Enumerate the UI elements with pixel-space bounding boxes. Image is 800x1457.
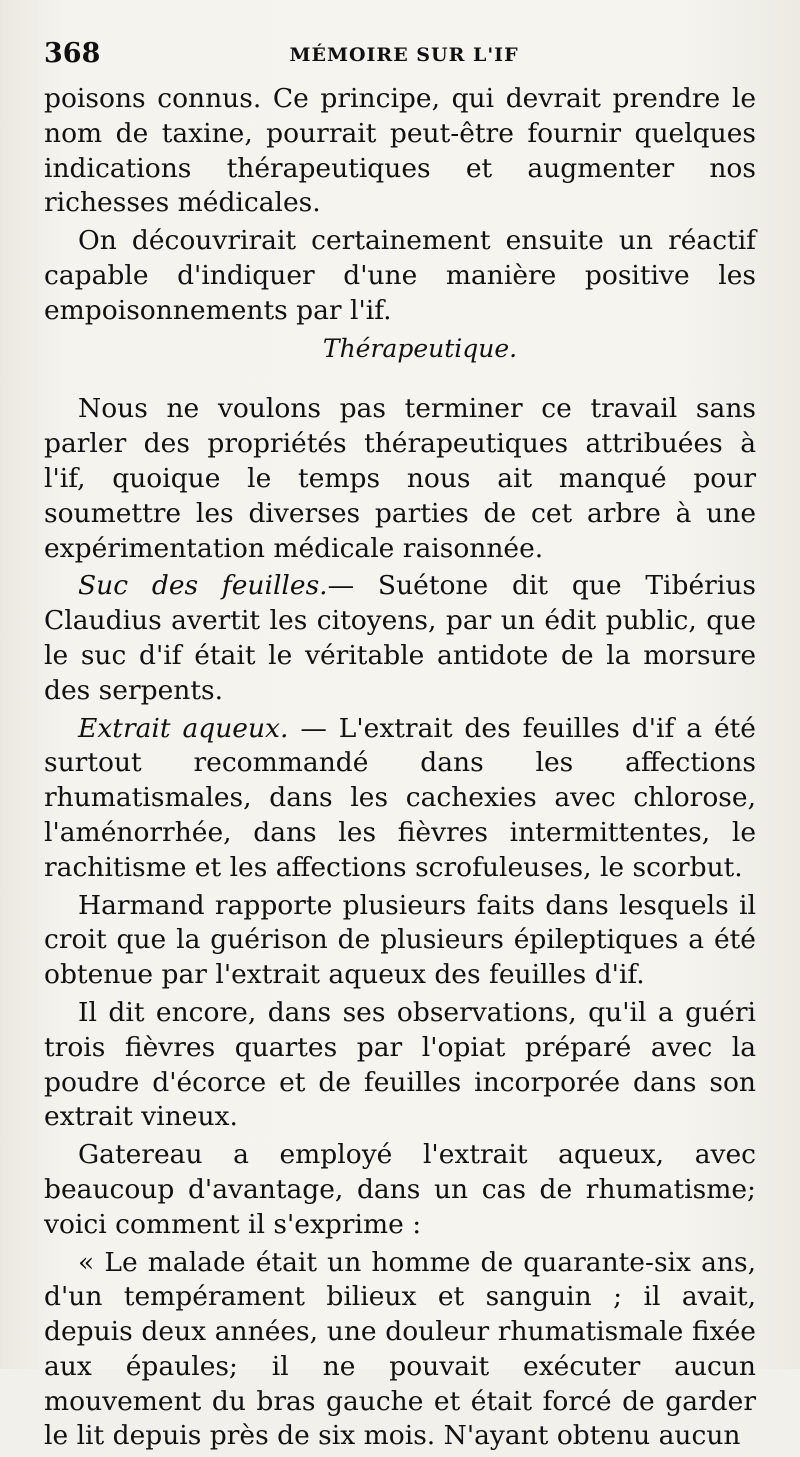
section-heading: Thérapeutique.	[322, 333, 518, 363]
paragraph-7: Il dit encore, dans ses observations, qu'il a guéri trois fièvres quartes par l'opiat préparé avec la poudre d'écorce et de feuilles incorporée dans son extrait vineux.	[44, 996, 756, 1133]
paragraph-2: On découvrirait certainement ensuite un réactif capable d'indiquer d'une manière positive les empoisonnements par l'if.	[44, 225, 756, 326]
paragraph-3: Nous ne voulons pas terminer ce travail sans parler des propriétés thérapeutiques attribuées à l'if, quoique le temps nous ait manqué pour soumettre les diverses parties de cet arbre à une expérimentation médicale raisonnée.	[44, 393, 756, 564]
section-heading-wrap	[44, 332, 756, 367]
paragraph-5-lead: Extrait aqueux.	[78, 712, 289, 744]
paragraph-9: « Le malade était un homme de quarante-six ans, d'un tempérament bilieux et sanguin ; il avait, depuis deux années, une douleur rhumatismale fixée aux épaules; il ne pouvait exécuter aucun mouvement du bras gauche et était forcé de garder le lit depuis près de six mois. N'ayant obtenu aucun	[44, 1246, 756, 1452]
paragraph-5-text: — L'extrait des feuilles d'if a été surtout recommandé dans les affections rhumatismales, dans les cachexies avec chlorose, l'aménorrhée, dans les fièvres intermittentes, le rachitisme et les affections scrofuleuses, le scorbut.	[44, 712, 756, 883]
paragraph-4-lead: Suc des feuilles.	[78, 570, 328, 602]
body-text	[44, 82, 756, 1457]
paragraph-1: poisons connus. Ce principe, qui devrait prendre le nom de taxine, pourrait peut-être fournir quelques indications thérapeutiques et augmenter nos richesses médicales.	[44, 83, 756, 219]
paragraph-8: Gatereau a employé l'extrait aqueux, avec beaucoup d'avantage, dans un cas de rhumatisme; voici comment il s'exprime :	[44, 1139, 756, 1240]
paragraph-6: Harmand rapporte plusieurs faits dans lesquels il croit que la guérison de plusieurs épileptiques a été obtenue par l'extrait aqueux des feuilles d'if.	[44, 889, 756, 991]
paragraph-4-text: — Suétone dit que Tibérius Claudius avertit les citoyens, par un édit public, que le suc d'if était le véritable antidote de la morsure des serpents.	[44, 570, 756, 706]
paragraph-4	[44, 569, 756, 708]
page-number: 368	[44, 38, 101, 69]
page-header	[44, 38, 764, 68]
paragraph-5	[44, 712, 756, 886]
running-title: MÉMOIRE SUR L'IF	[289, 44, 519, 66]
